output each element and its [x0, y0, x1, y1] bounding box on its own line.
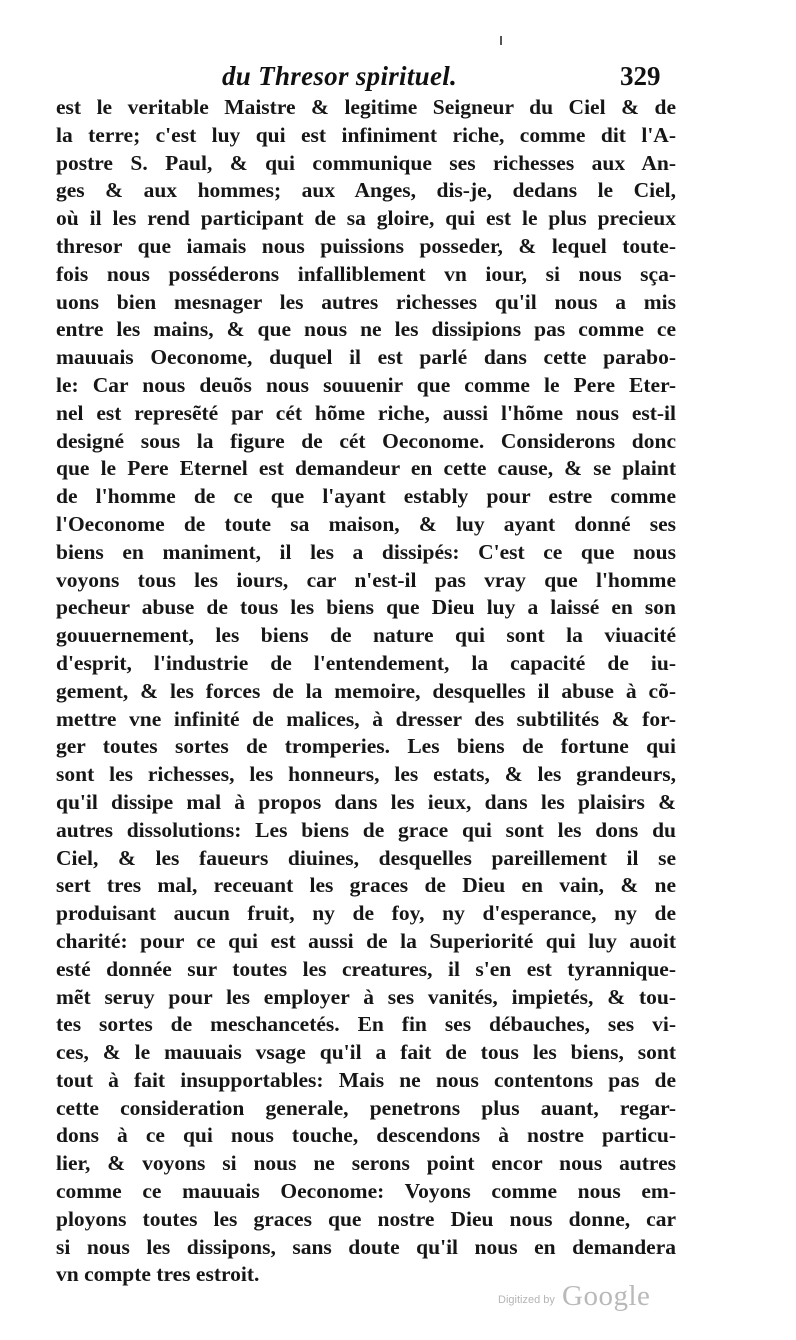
text-line: autres dissolutions: Les biens de grace qui sont les dons du	[56, 817, 676, 842]
text-line: entre les mains, & que nous ne les dissipions pas comme ce	[56, 317, 676, 342]
text-line: sont les richesses, les honneurs, les estats, & les grandeurs,	[56, 762, 676, 787]
text-line: nel est represẽté par cét hõme riche, aussi l'hõme nous est-il	[56, 400, 676, 425]
text-line: que le Pere Eternel est demandeur en cette cause, & se plaint	[56, 456, 676, 481]
text-line: thresor que iamais nous puissions posseder, & lequel toute-	[56, 233, 676, 258]
text-line: la terre; c'est luy qui est infiniment riche, comme dit l'A-	[56, 122, 676, 147]
text-line: postre S. Paul, & qui communique ses richesses aux An-	[56, 150, 676, 175]
text-line: ployons toutes les graces que nostre Dieu nous donne, car	[56, 1206, 676, 1231]
text-line: uons bien mesnager les autres richesses qu'il nous a mis	[56, 289, 676, 314]
text-line: ges & aux hommes; aux Anges, dis-je, dedans le Ciel,	[56, 178, 676, 203]
text-line: mẽt seruy pour les employer à ses vanités, impietés, & tou-	[56, 984, 676, 1009]
text-line: qu'il dissipe mal à propos dans les ieux, dans les plaisirs &	[56, 789, 676, 814]
watermark-caption: Digitized by	[498, 1294, 555, 1306]
running-head	[0, 58, 796, 98]
text-line: tout à fait insupportables: Mais ne nous contentons pas de	[56, 1067, 676, 1092]
text-line: gement, & les forces de la memoire, desquelles il abuse à cõ-	[56, 678, 676, 703]
text-line: mettre vne infinité de malices, à dresser des subtilités & for-	[56, 706, 676, 731]
text-line: tes sortes de meschancetés. En fin ses débauches, ses vi-	[56, 1012, 676, 1037]
text-line: gouuernement, les biens de nature qui sont la viuacité	[56, 623, 676, 648]
text-line: Ciel, & les faueurs diuines, desquelles pareillement il se	[56, 845, 676, 870]
text-line: vn compte tres estroit.	[56, 1262, 260, 1287]
text-line: le: Car nous deuõs nous souuenir que comme le Pere Eter-	[56, 372, 676, 397]
text-line: où il les rend participant de sa gloire, qui est le plus precieux	[56, 206, 676, 231]
text-line: charité: pour ce qui est aussi de la Superiorité qui luy auoit	[56, 928, 676, 953]
text-line: voyons tous les iours, car n'est-il pas vray que l'homme	[56, 567, 676, 592]
google-logo: Google	[562, 1280, 651, 1312]
text-line: designé sous la figure de cét Oeconome. Considerons donc	[56, 428, 676, 453]
running-title: du Thresor spirituel.	[222, 61, 458, 91]
page-number: 329	[620, 61, 661, 91]
text-line: de l'homme de ce que l'ayant estably pour estre comme	[56, 484, 676, 509]
body-text	[56, 94, 676, 1289]
text-line: l'Oeconome de toute sa maison, & luy ayant donné ses	[56, 511, 676, 536]
text-line: biens en maniment, il les a dissipés: C'est ce que nous	[56, 539, 676, 564]
text-line: mauuais Oeconome, duquel il est parlé dans cette parabo-	[56, 345, 676, 370]
margin-mark	[500, 36, 502, 45]
text-line: est le veritable Maistre & legitime Seigneur du Ciel & de	[56, 95, 676, 119]
text-line: produisant aucun fruit, ny de foy, ny d'esperance, ny de	[56, 901, 676, 926]
text-line: fois nous posséderons infalliblement vn iour, si nous sça-	[56, 261, 676, 286]
text-line: d'esprit, l'industrie de l'entendement, la capacité de iu-	[56, 650, 676, 675]
text-line: si nous les dissipons, sans doute qu'il nous en demandera	[56, 1234, 676, 1259]
text-line: cette consideration generale, penetrons plus auant, regar-	[56, 1095, 676, 1120]
text-line: esté donnée sur toutes les creatures, il s'en est tyrannique-	[56, 956, 676, 981]
text-line: dons à ce qui nous touche, descendons à nostre particu-	[56, 1123, 676, 1148]
text-line: comme ce mauuais Oeconome: Voyons comme nous em-	[56, 1179, 676, 1204]
text-line: pecheur abuse de tous les biens que Dieu luy a laissé en son	[56, 595, 676, 620]
text-line: sert tres mal, receuant les graces de Dieu en vain, & ne	[56, 873, 676, 898]
text-line: ces, & le mauuais vsage qu'il a fait de tous les biens, sont	[56, 1040, 676, 1065]
text-line: ger toutes sortes de tromperies. Les biens de fortune qui	[56, 734, 676, 759]
digitized-watermark	[498, 1280, 668, 1314]
text-line: lier, & voyons si nous ne serons point encor nous autres	[56, 1151, 676, 1176]
